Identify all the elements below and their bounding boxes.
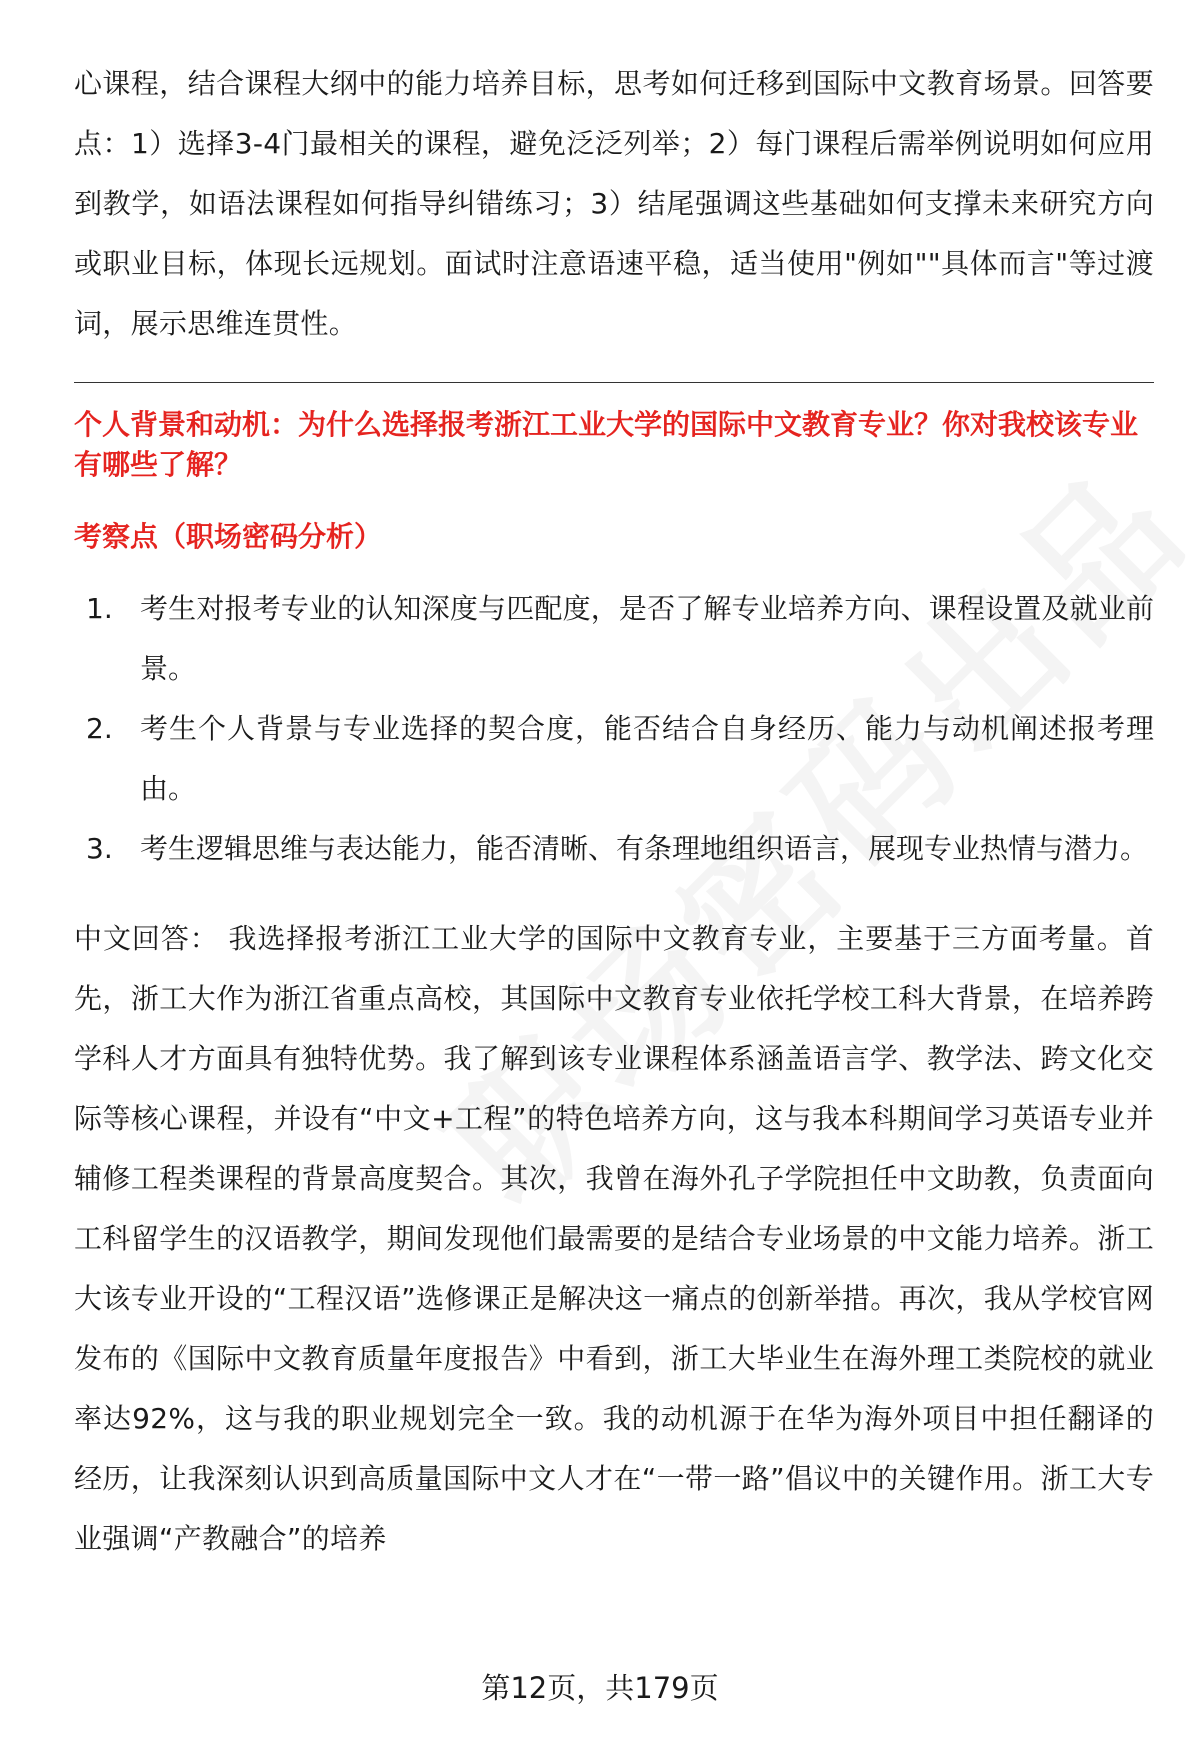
list-item (74, 699, 1154, 819)
document-page (74, 54, 1154, 1569)
list-item-number: 3. (86, 832, 113, 865)
list-item-number: 2. (86, 712, 113, 745)
assessment-list (74, 579, 1154, 879)
list-item-text: 考生个人背景与专业选择的契合度，能否结合自身经历、能力与动机阐述报考理由。 (140, 712, 1154, 805)
question-title: 个人背景和动机：为什么选择报考浙江工业大学的国际中文教育专业？你对我校该专业有哪些了解？ (74, 408, 1139, 481)
list-item-number: 1. (86, 592, 113, 625)
intro-paragraph: 心课程，结合课程大纲中的能力培养目标，思考如何迁移到国际中文教育场景。回答要点：1）选择3-4门最相关的课程，避免泛泛列举；2）每门课程后需举例说明如何应用到教学，如语法课程如何指导纠错练习；3）结尾强调这些基础如何支撑未来研究方向或职业目标，体现长远规划。面试时注意语速平稳，适当使用"例如""具体而言"等过渡词，展示思维连贯性。 (74, 67, 1154, 340)
section-divider (74, 382, 1154, 383)
list-item (74, 579, 1154, 699)
page-number-footer: 第12页，共179页 (481, 1671, 719, 1705)
list-item-text: 考生逻辑思维与表达能力，能否清晰、有条理地组织语言，展现专业热情与潜力。 (140, 832, 1149, 865)
list-item-text: 考生对报考专业的认知深度与匹配度，是否了解专业培养方向、课程设置及就业前景。 (140, 592, 1154, 685)
list-item (74, 819, 1154, 879)
assessment-title: 考察点（职场密码分析） (74, 520, 383, 553)
answer-paragraph: 中文回答： 我选择报考浙江工业大学的国际中文教育专业，主要基于三方面考量。首先，浙工大作为浙江省重点高校，其国际中文教育专业依托学校工科大背景，在培养跨学科人才方面具有独特优势。我了解到该专业课程体系涵盖语言学、教学法、跨文化交际等核心课程，并设有“中文+工程”的特色培养方向，这与我本科期间学习英语专业并辅修工程类课程的背景高度契合。其次，我曾在海外孔子学院担任中文助教，负责面向工科留学生的汉语教学，期间发现他们最需要的是结合专业场景的中文能力培养。浙工大该专业开设的“工程汉语”选修课正是解决这一痛点的创新举措。再次，我从学校官网发布的《国际中文教育质量年度报告》中看到，浙工大毕业生在海外理工类院校的就业率达92%，这与我的职业规划完全一致。我的动机源于在华为海外项目中担任翻译的经历，让我深刻认识到高质量国际中文人才在“一带一路”倡议中的关键作用。浙工大专业强调“产教融合”的培养 (74, 922, 1154, 1555)
